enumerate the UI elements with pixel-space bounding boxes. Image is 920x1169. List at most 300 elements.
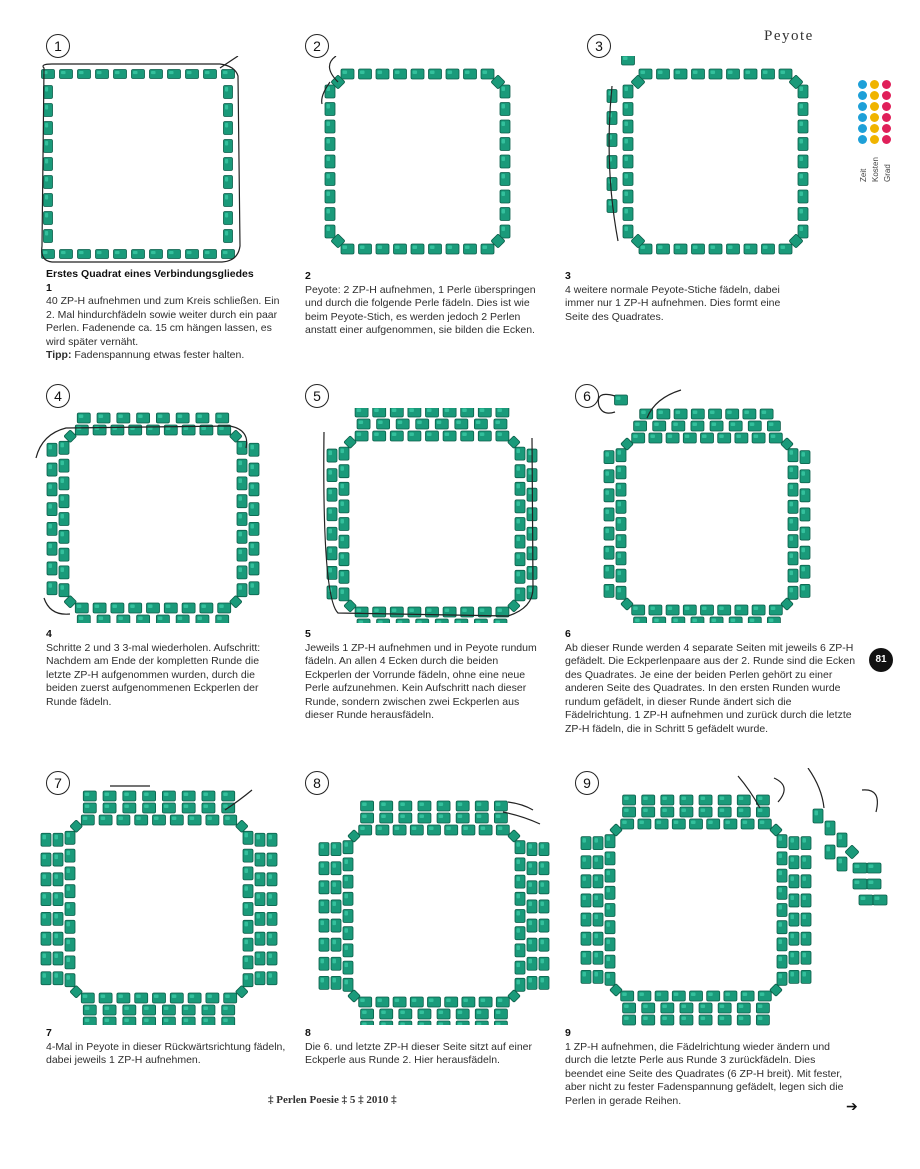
bead [756,795,769,805]
bead [500,155,510,168]
caption-num-step-7: 7 [46,1027,52,1039]
thread-line [774,778,784,802]
bead [623,173,633,186]
bead [593,875,603,888]
bead [456,813,469,823]
bead [243,956,253,969]
bead-highlight [815,811,819,816]
bead [798,103,808,116]
bead-diagram-step-3 [598,56,828,266]
bead-highlight [462,433,467,437]
bead-highlight [381,803,386,807]
bead-highlight [802,490,806,495]
bead [735,433,748,443]
bead [527,976,537,989]
bead-highlight [790,519,794,524]
bead-highlight [172,817,177,821]
bead [319,900,329,913]
bead [515,858,525,871]
bead-highlight [779,939,783,944]
bead [623,190,633,203]
bead [331,843,341,856]
bead-highlight [529,921,533,926]
bead-highlight [341,572,345,577]
bead [789,856,799,869]
bead-highlight [635,423,640,427]
bead [380,813,393,823]
bead-highlight [169,71,174,74]
bead-highlight [437,621,442,624]
bead [267,912,277,925]
bead-highlight [855,881,860,885]
bead [743,409,756,419]
bead-highlight [701,797,706,801]
bead [47,463,57,476]
bead [426,431,439,441]
bead-highlight [529,490,533,495]
bead-highlight [763,246,768,250]
bead-highlight [61,496,65,501]
bead-highlight [720,1005,725,1009]
bead [188,993,201,1003]
bead [182,1005,195,1015]
bead-highlight [439,803,444,807]
bead-highlight [643,809,648,813]
bead [361,1009,374,1019]
bead-highlight [245,833,249,838]
bead-highlight [321,863,325,868]
thread-line [503,812,540,824]
bead-highlight [676,71,681,75]
bead [44,176,53,189]
bead [44,212,53,225]
bead-highlight [495,421,500,425]
bead-highlight [502,227,506,232]
bead [515,927,525,940]
bead-highlight [624,809,629,813]
bead [789,894,799,907]
bead-highlight [45,195,48,200]
bead [539,843,549,856]
bead-highlight [790,571,794,576]
bead [607,178,617,191]
bead-highlight [239,478,243,483]
bead [478,431,491,441]
bead-highlight [172,995,177,999]
bead-highlight [618,588,622,593]
bead-highlight [61,585,65,590]
bead [604,470,614,483]
bead [762,244,775,254]
bead-highlight [625,227,629,232]
bead-highlight [378,246,383,250]
bead-highlight [341,484,345,489]
bead-highlight [625,209,629,214]
bead [81,815,94,825]
bead [325,190,335,203]
bead [249,483,259,496]
step-number-1: 1 [46,34,70,58]
bead [581,875,591,888]
bead-highlight [105,1007,110,1011]
bead [143,791,156,801]
bead-highlight [184,793,189,797]
bead [701,605,714,615]
bead [616,552,626,565]
bead [182,803,195,813]
bead [737,795,750,805]
bead-highlight [625,87,629,92]
bead-highlight [164,805,169,809]
bead-highlight [329,529,333,534]
bead-highlight [201,427,206,431]
caption-num-step-8: 8 [305,1027,311,1039]
bead-highlight [61,443,65,448]
bead-highlight [791,934,795,939]
bead-highlight [692,423,697,427]
caption-num-step-2: 2 [305,270,311,282]
bead-highlight [754,607,759,611]
bead [243,831,253,844]
bead-highlight [790,502,794,507]
bead [724,991,737,1001]
bead-highlight [681,1017,686,1021]
bead-highlight [625,192,629,197]
thread-line [508,802,533,810]
bead [607,156,617,169]
bead-highlight [676,411,681,415]
bead [186,250,199,259]
bead-highlight [321,882,325,887]
bead [701,433,714,443]
bead [623,120,633,133]
bead-highlight [802,529,806,534]
bead-highlight [502,157,506,162]
bead [103,1005,116,1015]
bead [623,85,633,98]
bead [515,841,525,854]
bead-highlight [746,71,751,75]
bead [117,815,130,825]
bead-highlight [427,433,432,437]
bead [224,140,233,153]
bead-highlight [427,609,432,613]
bead [581,951,591,964]
bead [632,433,645,443]
bead-highlight [674,993,679,997]
bead-highlight [502,174,506,179]
bead-highlight [345,963,349,968]
caption-num-step-3: 3 [565,270,571,282]
bead-highlight [136,817,141,821]
bead-highlight [345,945,349,950]
bead [623,1003,636,1013]
bead [437,1009,450,1019]
bead-highlight [97,251,102,254]
bead [47,503,57,516]
bead-highlight [124,1019,129,1023]
bead-highlight [712,619,717,623]
bead-highlight [105,805,110,809]
bead-highlight [477,1023,482,1026]
bead-highlight [517,842,521,847]
bead-highlight [144,793,149,797]
bead [135,993,148,1003]
bead [527,957,537,970]
bead-highlight [791,838,795,843]
bead [224,993,237,1003]
bead [500,190,510,203]
bead-highlight [771,435,776,439]
bead-highlight [725,993,730,997]
bead [204,70,217,79]
bead [515,961,525,974]
bead-highlight [79,71,84,74]
bead [47,522,57,535]
bead-highlight [67,833,71,838]
bead [729,421,742,431]
bead-highlight [477,803,482,807]
corner-bead [229,595,242,608]
bead [456,1009,469,1019]
bead-highlight [151,71,156,74]
bead [216,413,229,423]
bead-highlight [321,844,325,849]
bead-highlight [800,104,804,109]
corner-bead [64,430,77,443]
corner-bead [344,436,357,449]
bead [873,895,887,905]
bead-highlight [327,192,331,197]
bead [727,244,740,254]
bead [156,413,169,423]
bead-highlight [257,855,261,860]
bead-highlight [754,435,759,439]
bead [267,833,277,846]
bead [680,1015,693,1025]
bead-highlight [257,874,261,879]
bead [237,530,247,543]
bead-highlight [529,451,533,456]
bead [496,997,509,1007]
bead-highlight [49,484,53,489]
caption-step-6 [565,628,860,736]
bead [325,173,335,186]
bead [539,881,549,894]
bead-highlight [481,827,486,831]
bead [445,997,458,1007]
bead [59,548,69,561]
bead [222,70,235,79]
bead-highlight [381,1023,386,1026]
bead-highlight [43,251,48,254]
bead [500,103,510,116]
bead-highlight [374,433,379,437]
bead [769,605,782,615]
bead-highlight [529,470,533,475]
bead-highlight [419,1011,424,1015]
bead [147,603,160,613]
bead-highlight [779,888,783,893]
bead-highlight [219,605,224,609]
bead [319,976,329,989]
bead [129,603,142,613]
bead [168,70,181,79]
bead [361,813,374,823]
step-number-3: 3 [587,34,611,58]
bead-highlight [618,485,622,490]
bead [114,250,127,259]
bead [343,841,353,854]
bead [65,831,75,844]
bead [44,158,53,171]
bead-highlight [641,411,646,415]
bead [661,1015,674,1025]
bead-highlight [437,421,442,425]
bead-highlight [118,995,123,999]
bead-highlight [239,550,243,555]
bead-highlight [616,397,621,401]
bead-highlight [791,876,795,881]
bead-highlight [245,868,249,873]
bead [615,395,628,405]
bead-highlight [502,87,506,92]
bead-highlight [239,585,243,590]
bead [53,833,63,846]
bead-highlight [118,817,123,821]
bead [132,70,145,79]
bead-highlight [83,995,88,999]
bead-highlight [623,57,628,61]
bead [515,875,525,888]
bead-highlight [643,1005,648,1009]
bead [410,997,423,1007]
bead [605,955,615,968]
bead [224,815,237,825]
bead [515,910,525,923]
bead-highlight [138,415,143,419]
caption-step-3 [565,270,805,324]
bead-highlight [465,71,470,75]
bead-highlight [771,607,776,611]
bead [642,795,655,805]
bead [674,244,687,254]
bead [623,138,633,151]
bead [623,795,636,805]
bead [605,852,615,865]
bead [777,852,787,865]
bead [789,913,799,926]
bead-highlight [187,251,192,254]
bead-highlight [618,536,622,541]
bead-highlight [327,157,331,162]
bead-highlight [635,619,640,623]
bead-highlight [239,496,243,501]
bead [60,250,73,259]
caption-step-5 [305,628,545,723]
bead-highlight [61,71,66,74]
bead-highlight [446,999,451,1003]
bead-highlight [239,443,243,448]
bead [325,138,335,151]
bead [616,483,626,496]
bead [376,244,389,254]
bead-highlight [625,122,629,127]
bead-highlight [329,470,333,475]
bead-highlight [803,934,807,939]
footer-text: ‡ Perlen Poesie ‡ 5 ‡ 2010 ‡ [268,1094,397,1106]
bead [331,900,341,913]
bead-highlight [541,940,545,945]
caption-text-step-6: Ab dieser Runde werden 4 separate Seiten mit jeweils 6 ZP-H gefädelt. Die Eckperlenpaare aus der 2. Runde sind die Ecken des Quadrates. Je eine der beiden Perlen gehört zu einer anderen Seite des Quadrates. In den ersten Runden wurde rundum gefädelt, in dieser Runde ändert sich die Fädelrichtung. 1 ZP-H aufnehmen und zurück durch die letzte ZP-H fädeln, die in Schritt 5 gefädelt wurde. [565,641,856,735]
bead-highlight [333,978,337,983]
caption-num-step-9: 9 [565,1027,571,1039]
bead [649,433,662,443]
bead-highlight [625,104,629,109]
bead-highlight [779,957,783,962]
bead-highlight [49,465,53,470]
bead [339,518,349,531]
bead [41,912,51,925]
bead-highlight [657,993,662,997]
bead [756,807,769,817]
bead [255,952,265,965]
bead [642,1003,655,1013]
bead-highlight [607,922,611,927]
bead [756,1003,769,1013]
bead [143,803,156,813]
bead-highlight [124,793,129,797]
bead [479,825,492,835]
bead [527,919,537,932]
bead [196,413,209,423]
bead-highlight [269,894,273,899]
bead-highlight [166,605,171,609]
bead-highlight [595,895,599,900]
bead-highlight [55,874,59,879]
bead [604,565,614,578]
bead-highlight [321,978,325,983]
bead-highlight [483,71,488,75]
bead-highlight [45,87,48,92]
bead [800,451,810,464]
bead-highlight [739,1005,744,1009]
bead-highlight [800,139,804,144]
bead [500,173,510,186]
bead [114,70,127,79]
bead-highlight [205,71,210,74]
bead-highlight [341,501,345,506]
bead-highlight [154,817,159,821]
bead-highlight [341,466,345,471]
bead [657,244,670,254]
bead [496,431,509,441]
bead-highlight [225,87,228,92]
bead-highlight [184,1007,189,1011]
bead-highlight [45,213,48,218]
bead [474,419,487,429]
bead [853,879,867,889]
bead-highlight [251,445,255,450]
bead-diagram-step-4 [30,408,260,623]
bead-highlight [541,921,545,926]
bead-diagram-step-1 [30,56,250,266]
bead [255,912,265,925]
bead-highlight [529,901,533,906]
caption-text-step-9: 1 ZP-H aufnehmen, die Fädelrichtung wieder ändern und durch die letzte Perle aus Runde 3 zurückfädeln. Dies beendet eine Seite des Quadrates (6 ZP-H breit). Mit fester, aber nicht zu fester Fadenspannung gefädelt, legen sich die Perlen in gerade Reihen. [565,1040,844,1107]
bead-highlight [750,423,755,427]
bead-highlight [710,411,715,415]
